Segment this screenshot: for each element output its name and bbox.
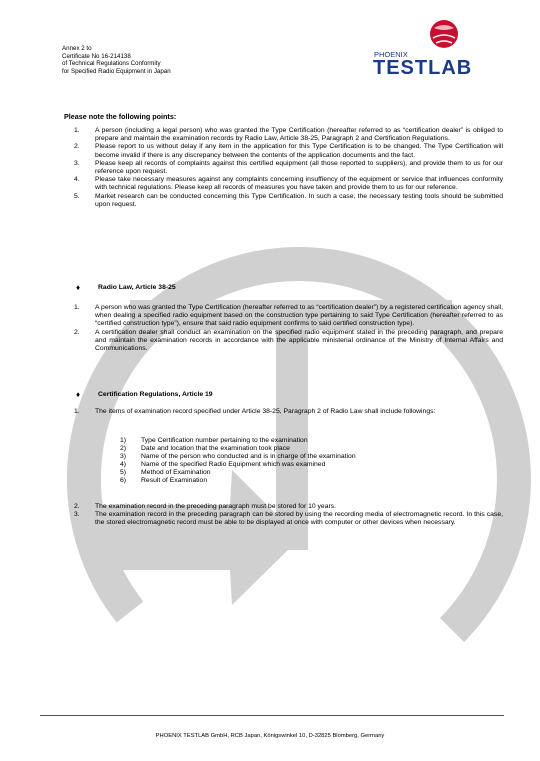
annex-line: for Specified Radio Equipment in Japan — [62, 67, 171, 75]
sub-list-item: 3) Name of the person who conducted and is in charge of the examination — [120, 452, 356, 460]
cert-regs-list — [62, 408, 503, 416]
diamond-bullet-icon: ♦ — [76, 390, 81, 399]
list-item: 5. Market research can be conducted concerning this Type Certification. In such a case, the necessary testing tools should be submitted upon request. — [74, 192, 503, 208]
cert-regs-list-continued — [62, 503, 503, 528]
diamond-bullet-icon: ♦ — [76, 283, 81, 292]
list-item: 4. Please take necessary measures against any complaints concerning insuffiency of the equipment or service that influences conformity with technical regulations. Please keep all records of measures you have taken and provide them to us for our reference. — [74, 176, 503, 192]
cert-regs-heading — [76, 390, 213, 399]
sub-list-item: 6) Result of Examination — [120, 476, 208, 484]
examination-record-items — [120, 437, 356, 484]
radio-law-heading — [76, 283, 176, 292]
list-item: 2. Please report to us without delay if any item in the application for this Type Certification is to be changed. The Type Certification will become invalid if there is any discrepancy between the contents of the application documents and the fact. — [74, 143, 503, 159]
footer-divider — [40, 715, 504, 716]
sub-list-item: 2) Date and location that the examination took place — [120, 444, 290, 452]
annex-line: of Technical Regulations Conformity — [62, 60, 161, 68]
sub-list-item: 1) Type Certification number pertaining to the examination — [120, 437, 308, 444]
list-item: 2. A certification dealer shall conduct an examination on the specified radio equipment stated in the preceding paragraph, and prepare and maintain the examination records in accordance with the applicable ministerial ordinance of the Ministry of Internal Affairs and Communications. — [74, 328, 503, 353]
radio-law-list — [62, 304, 503, 353]
list-item: 3. Please keep all records of complaints against this certified equipment (all those reported to suppliers), and provide them to us for our reference upon request. — [74, 159, 503, 176]
annex-line: Annex 2 to — [62, 45, 92, 52]
list-item: 1. A person who was granted the Type Certification (hereafter referred to as “certification dealer”) by a registered certification agency shall, when dealing a specified radio equipment based on the construction type pertaining to said Type Certification (hereafter referred to as “certified construction type”), ensure that said radio equipment confirms to said certified construction type). — [74, 304, 503, 328]
phoenix-testlab-logo — [372, 18, 512, 78]
section-title: Certification Regulations, Article 19 — [98, 391, 213, 398]
logo-big-text: TESTLAB — [373, 57, 473, 78]
logo-small-text: PHOENIX — [374, 50, 408, 59]
footer-address: PHOENIX TESTLAB GmbH, RCB Japan, Königswinkel 10, D-32825 Blomberg, Germany — [155, 733, 385, 739]
section-title: Radio Law, Article 38-25 — [98, 284, 176, 291]
intro-heading: Please note the following points: — [64, 112, 177, 121]
annex-header — [62, 45, 171, 75]
list-item: 1. A person (including a legal person) who was granted the Type Certification (hereafter referred to as “certification dealer” is obliged to prepare and maintain the examination records by Radio Law, Article 38-25, Paragraph 2 and Certification Regulations. — [74, 127, 503, 143]
list-item: 1. The items of examination record specified under Article 38-25, Paragraph 2 of Radio Law shall include followings: — [74, 408, 436, 415]
intro-list — [62, 127, 503, 209]
list-item: 3. The examination record in the preceding paragraph can be stored by using the recording media of electromagnetic record. In this case, the stored electromagnetic record must be able to be displayed at once with computer or other devices when necessary. — [74, 511, 503, 527]
sub-list-item: 4) Name of the specified Radio Equipment which was examined — [120, 460, 326, 468]
sub-list-item: 5) Method of Examination — [120, 468, 211, 476]
list-item: 2. The examination record in the preceding paragraph must be stored for 10 years. — [74, 503, 337, 510]
certificate-number: Certificate No 16-214138 — [62, 52, 131, 60]
